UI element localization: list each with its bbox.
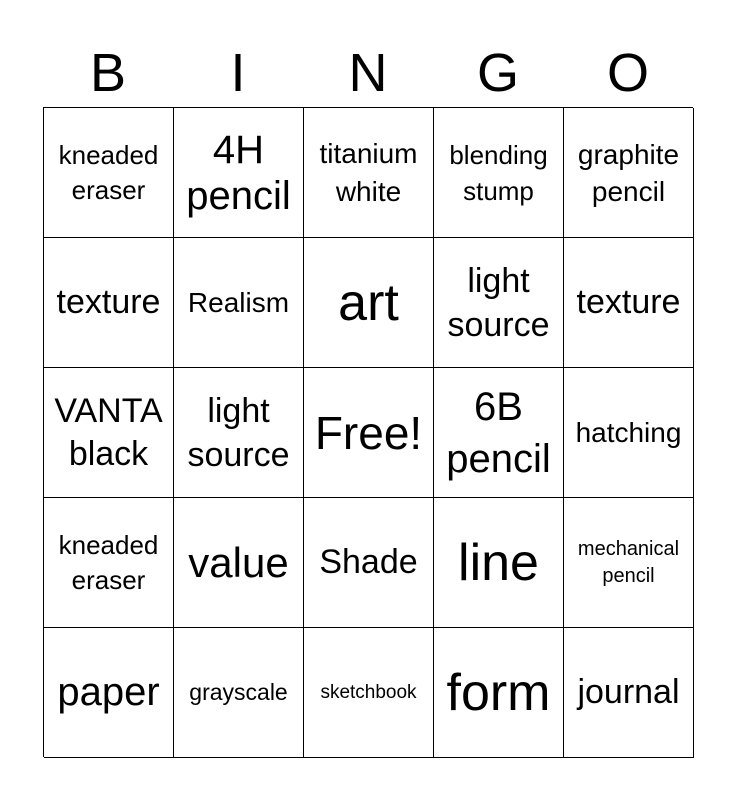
- bingo-header: [43, 42, 693, 104]
- bingo-cell[interactable]: [434, 238, 564, 368]
- bingo-cell[interactable]: [174, 238, 304, 368]
- bingo-cell[interactable]: [44, 628, 174, 758]
- bingo-cell[interactable]: [304, 108, 434, 238]
- bingo-cell[interactable]: [434, 628, 564, 758]
- cell-text: light source: [447, 261, 550, 344]
- bingo-cell[interactable]: [564, 498, 694, 628]
- bingo-cell[interactable]: [304, 628, 434, 758]
- bingo-cell[interactable]: [434, 498, 564, 628]
- cell-text: 4H pencil: [186, 127, 291, 218]
- cell-text: kneaded eraser: [58, 529, 159, 595]
- cell-text: VANTA black: [54, 391, 163, 473]
- header-letter-o: O: [606, 43, 649, 103]
- bingo-cell[interactable]: [304, 498, 434, 628]
- free-space-text: Free!: [314, 406, 423, 459]
- bingo-board: [43, 107, 693, 757]
- cell-text: form: [446, 663, 551, 722]
- cell-text: 6B pencil: [446, 384, 551, 481]
- bingo-cell[interactable]: [564, 108, 694, 238]
- bingo-cell[interactable]: [44, 368, 174, 498]
- cell-text: sketchbook: [320, 681, 417, 703]
- header-letter-i: I: [230, 43, 246, 103]
- bingo-cell[interactable]: [174, 498, 304, 628]
- cell-text: hatching: [575, 416, 682, 448]
- cell-text: mechanical pencil: [577, 537, 680, 587]
- header-letter-n: N: [348, 43, 388, 103]
- cell-text: grayscale: [189, 679, 288, 705]
- bingo-cell[interactable]: [564, 368, 694, 498]
- bingo-cell[interactable]: [174, 368, 304, 498]
- header-letter-g: G: [476, 43, 519, 103]
- cell-text: light source: [187, 391, 290, 474]
- bingo-cell[interactable]: [44, 238, 174, 368]
- cell-text: journal: [577, 673, 680, 711]
- bingo-cell[interactable]: [174, 108, 304, 238]
- header-letter-b: B: [89, 43, 127, 103]
- bingo-cell[interactable]: [564, 238, 694, 368]
- bingo-cell[interactable]: [304, 238, 434, 368]
- cell-text: graphite pencil: [577, 138, 680, 207]
- bingo-cell[interactable]: [564, 628, 694, 758]
- cell-text: texture: [56, 283, 161, 321]
- bingo-cell[interactable]: [434, 368, 564, 498]
- bingo-cell[interactable]: [44, 498, 174, 628]
- cell-text: art: [338, 273, 399, 332]
- cell-text: Realism: [187, 286, 290, 318]
- cell-text: kneaded eraser: [58, 139, 159, 205]
- cell-text: line: [458, 533, 539, 592]
- cell-text: texture: [576, 283, 681, 321]
- bingo-cell[interactable]: [174, 628, 304, 758]
- cell-text: paper: [57, 670, 160, 714]
- bingo-free-space[interactable]: [304, 368, 434, 498]
- bingo-cell[interactable]: [434, 108, 564, 238]
- cell-text: Shade: [319, 543, 418, 581]
- bingo-cell[interactable]: [44, 108, 174, 238]
- cell-text: blending stump: [449, 139, 548, 206]
- cell-text: value: [188, 538, 289, 586]
- cell-text: titanium white: [319, 137, 418, 207]
